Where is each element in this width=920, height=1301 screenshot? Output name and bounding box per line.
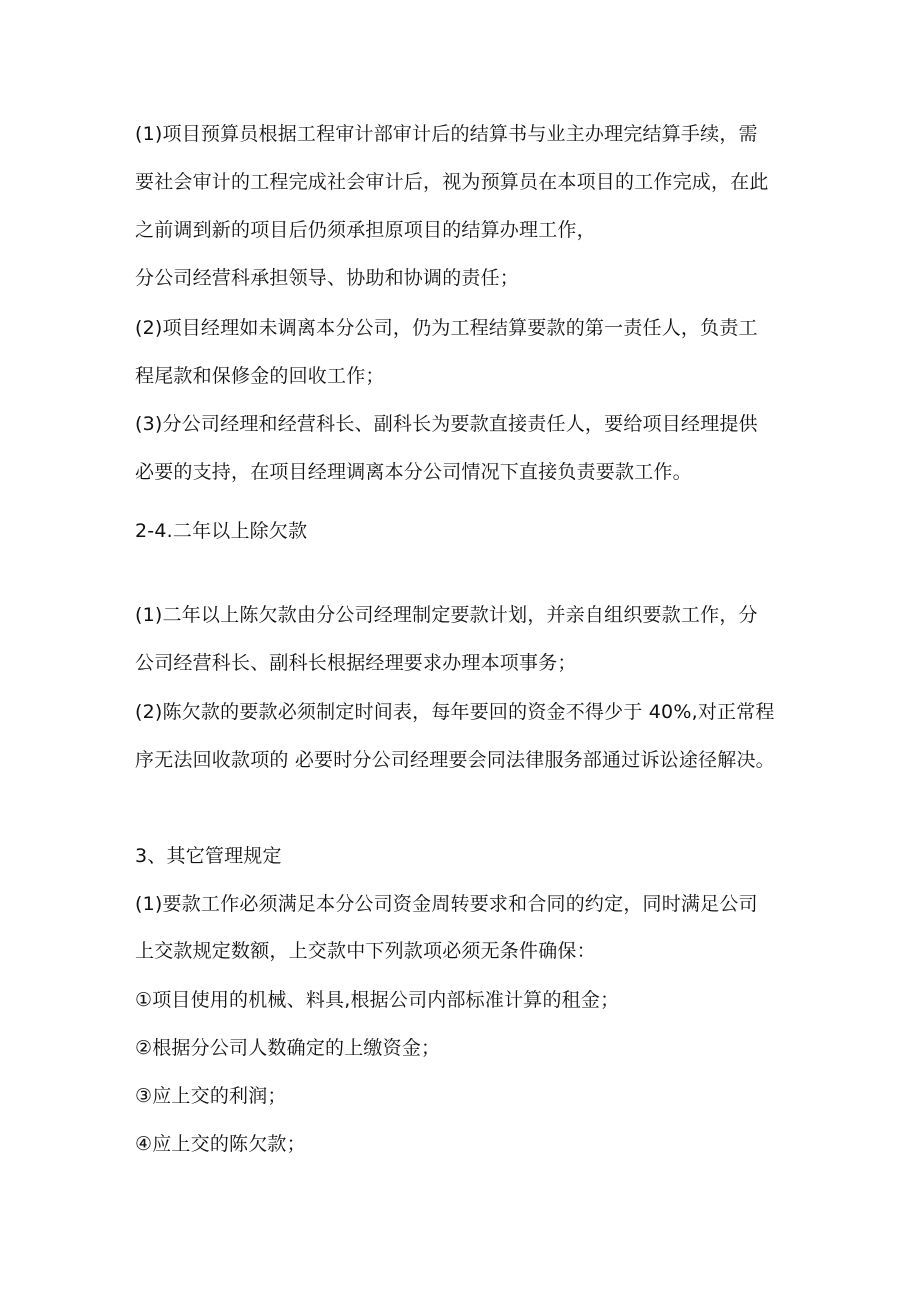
text-line: (3)分公司经理和经营科长、副科长为要款直接责任人，要给项目经理提供 — [135, 413, 758, 435]
text-line: 要社会审计的工程完成社会审计后，视为预算员在本项目的工作完成，在此 — [135, 171, 769, 193]
list-item: ④应上交的陈欠款； — [135, 1133, 306, 1155]
list-item: ③应上交的利润； — [135, 1085, 287, 1107]
section-heading: 3、其它管理规定 — [135, 845, 282, 867]
text-line: (1)要款工作必须满足本分公司资金周转要求和合同的约定，同时满足公司 — [135, 893, 758, 915]
text-line: 程尾款和保修金的回收工作； — [135, 365, 385, 387]
text-line: 必要的支持，在项目经理调离本分公司情况下直接负责要款工作。 — [135, 461, 692, 483]
section-heading: 2-4.二年以上除欠款 — [135, 520, 308, 542]
text-line: (1)二年以上陈欠款由分公司经理制定要款计划，并亲自组织要款工作，分 — [135, 604, 758, 626]
text-line: 上交款规定数额，上交款中下列款项必须无条件确保： — [135, 940, 596, 962]
text-line: 之前调到新的项目后仍须承担原项目的结算办理工作， — [135, 219, 596, 241]
text-line: (1)项目预算员根据工程审计部审计后的结算书与业主办理完结算手续，需 — [135, 123, 758, 145]
text-line: 公司经营科长、副科长根据经理要求办理本项事务； — [135, 652, 577, 674]
text-line: 分公司经营科承担领导、协助和协调的责任； — [135, 267, 520, 289]
text-line: (2)项目经理如未调离本分公司，仍为工程结算要款的第一责任人，负责工 — [135, 317, 758, 339]
list-item: ①项目使用的机械、料具,根据公司内部标准计算的租金； — [135, 989, 620, 1011]
text-line: (2)陈欠款的要款必须制定时间表，每年要回的资金不得少于 40%,对正常程 — [135, 701, 775, 723]
text-line: 序无法回收款项的 必要时分公司经理要会同法律服务部通过诉讼途径解决。 — [135, 749, 775, 771]
list-item: ②根据分公司人数确定的上缴资金； — [135, 1037, 441, 1059]
